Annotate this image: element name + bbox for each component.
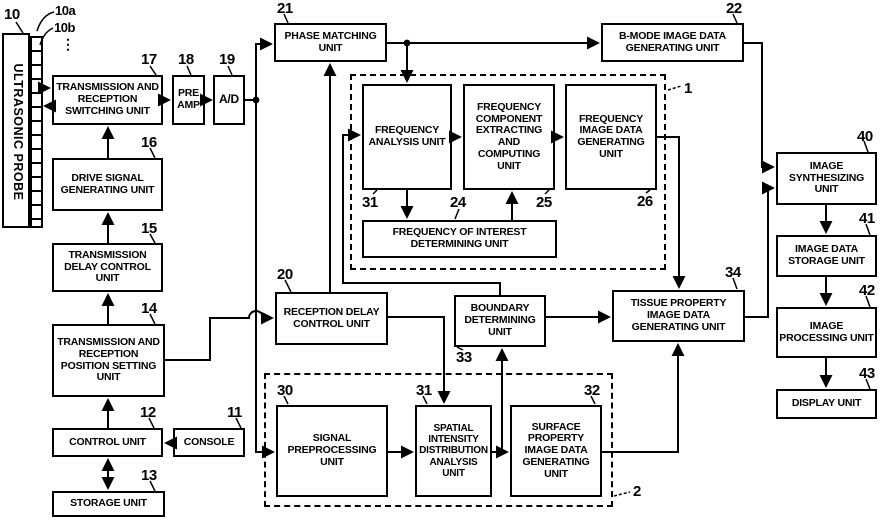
ref-num-20: 20 (277, 266, 293, 283)
block-label: SIGNAL PREPROCESSING UNIT (287, 432, 377, 468)
ref-num-32: 32 (584, 382, 600, 399)
ref-num-31-frequency: 31 (362, 194, 378, 211)
block-label: B-MODE IMAGE DATA GENERATING UNIT (618, 29, 727, 54)
ref-num-17: 17 (141, 51, 157, 68)
block-image-data-storage-unit (776, 235, 877, 277)
ref-num-19: 19 (219, 51, 235, 68)
block-label: PRE AMP (177, 87, 200, 111)
ref-num-13: 13 (141, 467, 157, 484)
block-reception-delay-control-unit (275, 292, 388, 345)
block-label: IMAGE DATA STORAGE UNIT (788, 243, 865, 267)
block-label: FREQUENCY IMAGE DATA GENERATING UNIT (577, 112, 645, 160)
block-label: SURFACE PROPERTY IMAGE DATA GENERATING UNIT (522, 420, 590, 480)
block-image-synthesizing-unit (776, 152, 877, 205)
ref-num-31-spatial: 31 (416, 382, 432, 399)
ref-num-10a: 10a (55, 3, 76, 18)
ref-num-22: 22 (726, 0, 742, 17)
block-ultrasonic-probe (2, 33, 30, 228)
block-a-d-converter (213, 75, 245, 125)
junction-dot-ad (253, 97, 260, 104)
block-transmission-reception-position-setting-unit (52, 324, 165, 397)
ref-num-16: 16 (141, 134, 157, 151)
block-tissue-property-image-data-generating-unit (612, 290, 745, 342)
block-phase-matching-unit (274, 23, 387, 62)
block-label: DRIVE SIGNAL GENERATING UNIT (60, 171, 155, 196)
ref-num-33: 33 (456, 349, 472, 366)
ref-num-34: 34 (725, 264, 741, 281)
probe-transducer-elements (30, 36, 43, 228)
arrow-position-to-reception-delay (165, 311, 272, 360)
block-pre-amp (172, 75, 205, 125)
block-label: TRANSMISSION DELAY CONTROL UNIT (64, 248, 151, 285)
block-label: FREQUENCY OF INTEREST DETERMINING UNIT (392, 226, 527, 250)
ref-num-42: 42 (859, 282, 875, 299)
arrow-ad-to-phase-matching (256, 44, 271, 100)
block-spatial-intensity-distribution-analysis-unit (415, 405, 492, 497)
ref-num-26: 26 (637, 193, 653, 210)
junction-dot-phase (404, 40, 411, 47)
block-transmission-delay-control-unit (52, 243, 163, 292)
block-b-mode-image-data-generating-unit (601, 23, 744, 62)
block-frequency-analysis-unit (362, 84, 452, 190)
ref-num-14: 14 (141, 300, 157, 317)
block-label: DISPLAY UNIT (791, 397, 862, 410)
ref-num-10: 10 (4, 6, 20, 23)
block-surface-property-image-data-generating-unit (510, 405, 602, 497)
ref-num-25: 25 (536, 194, 552, 211)
ref-num-group-1: 1 (684, 80, 692, 97)
ref-num-40: 40 (857, 128, 873, 145)
block-signal-preprocessing-unit (276, 405, 388, 497)
ref-num-group-2: 2 (633, 483, 641, 500)
block-label: TRANSMISSION AND RECEPTION POSITION SETTING UNIT (57, 336, 160, 384)
probe-elements-ellipsis: ⋮ (61, 36, 75, 52)
block-label: STORAGE UNIT (70, 497, 147, 510)
ultrasonic-probe-label: ULTRASONIC PROBE (11, 63, 25, 201)
arrow-tissue-to-synthesizing (745, 188, 773, 317)
block-frequency-of-interest-determining-unit (362, 220, 557, 258)
block-frequency-component-extracting-computing-unit (463, 84, 555, 190)
block-label: FREQUENCY COMPONENT EXTRACTING AND COMPUTING UNIT (475, 100, 543, 172)
block-label: TISSUE PROPERTY IMAGE DATA GENERATING UNIT (630, 297, 727, 333)
block-image-processing-unit (776, 307, 877, 358)
arrow-surface-to-tissue (602, 345, 678, 452)
block-label: TRANSMISSION AND RECEPTION SWITCHING UNIT (56, 81, 159, 117)
block-label: CONSOLE (183, 435, 235, 448)
ref-num-18: 18 (178, 51, 194, 68)
ref-num-12: 12 (140, 404, 156, 421)
ref-num-21: 21 (277, 0, 293, 17)
block-console (173, 428, 245, 457)
block-label: A/D (218, 92, 240, 107)
ref-num-30: 30 (277, 382, 293, 399)
ref-num-43: 43 (859, 365, 875, 382)
ref-num-15: 15 (141, 220, 157, 237)
block-display-unit (776, 389, 877, 419)
block-frequency-image-data-generating-unit (565, 84, 657, 190)
block-drive-signal-generating-unit (52, 158, 163, 211)
ref-num-41: 41 (859, 210, 875, 227)
block-label: BOUNDARY DETERMINING UNIT (464, 302, 536, 338)
block-label: IMAGE SYNTHESIZING UNIT (788, 159, 865, 196)
ref-num-11: 11 (227, 404, 242, 421)
block-label: CONTROL UNIT (69, 435, 146, 448)
ref-num-24: 24 (450, 194, 466, 211)
block-label: IMAGE PROCESSING UNIT (779, 319, 874, 344)
ref-num-10b: 10b (54, 20, 75, 35)
block-storage-unit (52, 491, 165, 517)
arrow-bmode-to-synthesizing (744, 43, 773, 167)
block-label: SPATIAL INTENSITY DISTRIBUTION ANALYSIS UNIT (419, 423, 488, 479)
block-transmission-reception-switching-unit (52, 75, 163, 125)
block-label: PHASE MATCHING UNIT (284, 29, 377, 54)
block-label: RECEPTION DELAY CONTROL UNIT (283, 305, 380, 330)
block-label: FREQUENCY ANALYSIS UNIT (368, 124, 446, 148)
block-control-unit (52, 428, 163, 457)
block-boundary-determining-unit (454, 295, 546, 347)
